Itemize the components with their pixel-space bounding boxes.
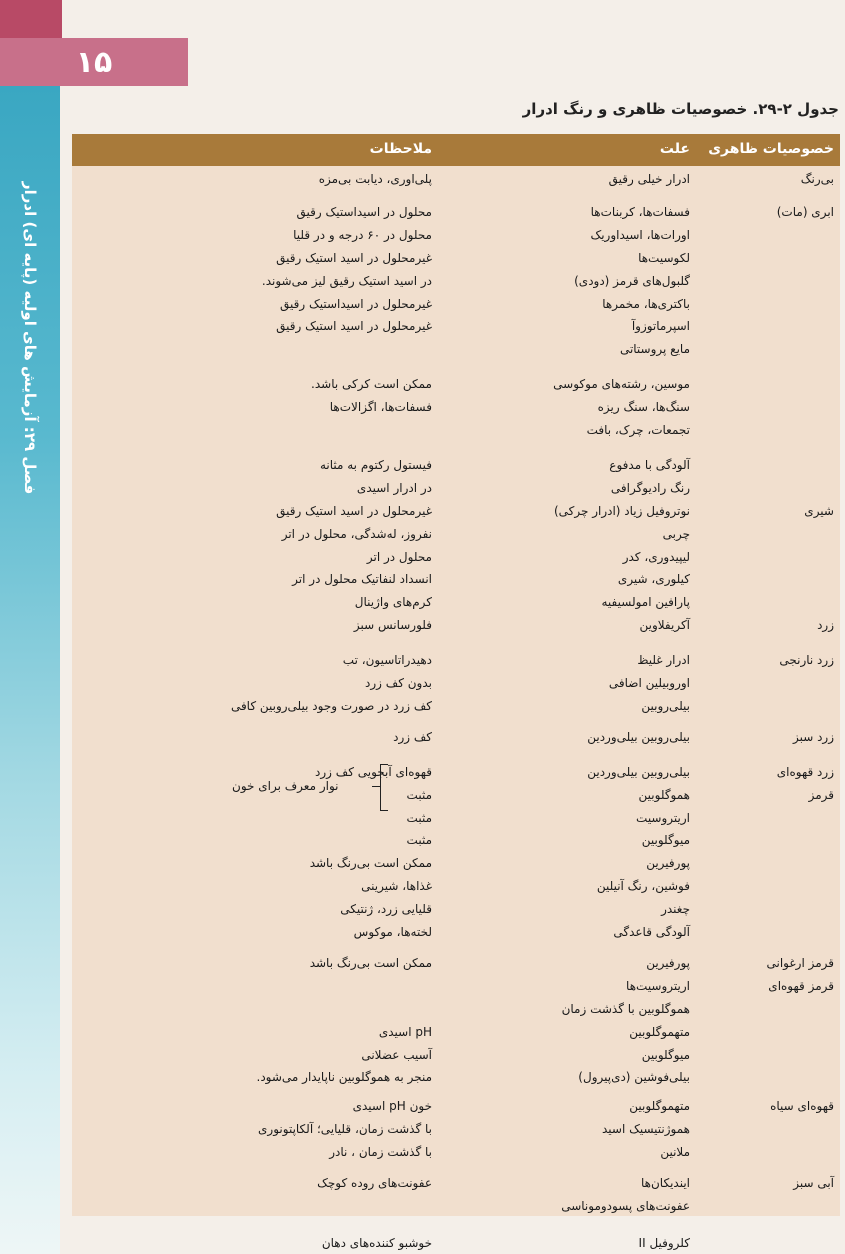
row-notes: لخته‌ها، موکوس (353, 925, 432, 939)
row-cause: لیپیدوری، کدر (622, 549, 690, 564)
bracket-middle (372, 786, 380, 787)
row-notes: قهوه‌ای آبجویی کف زرد (315, 764, 432, 779)
row-notes: منجر به هموگلوبین ناپایدار می‌شود. (256, 1070, 432, 1085)
row-appearance: قرمز قهوه‌ای (768, 978, 834, 993)
row-cause: اسپرماتوزوآ (631, 319, 690, 334)
row-appearance: شیری (804, 503, 834, 518)
row-cause: سنگ‌ها، سنگ ریزه (597, 400, 690, 415)
row-notes: عفونت‌های روده کوچک (317, 1176, 432, 1190)
row-notes: غیرمحلول در اسیداستیک رقیق (279, 296, 432, 311)
row-cause: فوشین، رنگ آنیلین (596, 879, 690, 894)
row-notes: فلورسانس سبز (353, 618, 432, 633)
row-notes: مثبت (406, 787, 432, 802)
row-notes: ممکن است بی‌رنگ باشد (309, 955, 432, 970)
row-notes: محلول در اسیداستیک رقیق (296, 204, 432, 219)
row-cause: موسین، رشته‌های موکوسی (553, 377, 690, 392)
bracket-top (380, 764, 388, 765)
table-header (72, 134, 840, 166)
row-notes: غیرمحلول در اسید استیک رقیق (276, 250, 432, 265)
row-notes: بدون کف زرد (365, 676, 432, 690)
row-notes: مثبت (406, 833, 432, 848)
row-notes: ممکن است بی‌رنگ باشد (309, 856, 432, 871)
row-notes: کف زرد (393, 729, 432, 744)
row-cause: گلبول‌های قرمز (دودی) (574, 273, 690, 288)
row-cause: مایع پروستاتی (619, 342, 690, 357)
row-cause: آلودگی قاعدگی (613, 925, 690, 939)
row-cause: ادرار غلیظ (637, 653, 690, 668)
row-cause: آکریفلاوین (639, 618, 690, 633)
row-notes: با گذشت زمان، قلیایی؛ آلکاپتونوری (258, 1122, 432, 1137)
row-cause: بیلی‌روبین (641, 698, 690, 713)
row-notes: مثبت (406, 810, 432, 825)
row-cause: کلروفیل II (638, 1235, 690, 1250)
row-cause: رنگ رادیوگرافی (610, 480, 690, 495)
row-notes: غذاها، شیرینی (361, 879, 432, 894)
row-notes: در ادرار اسیدی (356, 480, 432, 495)
row-notes: ممکن است کرکی باشد. (311, 377, 432, 392)
row-appearance: بی‌رنگ (800, 172, 834, 186)
row-notes: خوشبو کننده‌های دهان (321, 1235, 432, 1250)
row-appearance: قرمز ارغوانی (766, 955, 834, 970)
row-cause: اریتروسیت‌ها (626, 978, 690, 993)
row-cause: میوگلوبین (641, 833, 690, 848)
row-cause: اورات‌ها، اسیداوریک (590, 227, 690, 242)
row-notes: محلول در ۶۰ درجه و در قلیا (293, 227, 432, 242)
row-cause: میوگلوبین (641, 1047, 690, 1062)
row-cause: فسفات‌ها، کربنات‌ها (590, 204, 690, 219)
row-appearance: زرد نارنجی (779, 653, 834, 668)
row-cause: ادرار خیلی رقیق (608, 172, 690, 186)
row-notes: فسفات‌ها، اگزالات‌ها (329, 400, 432, 415)
row-appearance: زرد (817, 618, 834, 633)
bracket-bottom (380, 810, 388, 811)
row-notes: قلیایی زرد، ژنتیکی (340, 902, 432, 917)
row-notes: محلول در اتر (366, 549, 432, 564)
row-appearance: ابری (مات) (776, 204, 834, 219)
row-notes: دهیدراتاسیون، تب (342, 653, 432, 668)
row-cause: متهموگلوبین (629, 1099, 690, 1114)
row-cause: هموژنتیسیک اسید (601, 1122, 690, 1137)
bracket-note: نوار معرف برای خون (232, 779, 339, 793)
row-notes: با گذشت زمان ، نادر (329, 1145, 432, 1160)
row-notes: نفروز، له‌شدگی، محلول در اتر (281, 526, 432, 541)
row-cause: متهموگلوبین (629, 1024, 690, 1039)
row-appearance: قرمز (808, 787, 834, 802)
header-appearance: خصوصیات ظاهری (708, 141, 834, 157)
top-color-bar (0, 0, 62, 40)
page-number: ۱۵ (0, 38, 188, 86)
chapter-title: فصل ۲۹: آزمایش های اولیه (پایه ای) ادرار (21, 181, 39, 495)
row-notes: خون pH اسیدی (352, 1099, 432, 1114)
row-notes: فیستول رکتوم به مثانه (319, 457, 432, 472)
row-cause: پارافین امولسیفیه (601, 595, 690, 610)
row-cause: بیلی‌فوشین (دی‌پیرول) (578, 1070, 690, 1085)
row-notes: در اسید استیک رقیق لیز می‌شوند. (261, 273, 432, 288)
row-notes: پلی‌اوری، دیابت بی‌مزه (318, 172, 432, 186)
row-notes: کف زرد در صورت وجود بیلی‌روبین کافی (230, 698, 432, 713)
row-cause: هموگلوبین (638, 787, 690, 802)
row-cause: ایندیکان‌ها (640, 1176, 690, 1190)
row-notes: آسیب عضلانی (361, 1047, 432, 1062)
row-notes: غیرمحلول در اسید استیک رقیق (276, 319, 432, 334)
row-cause: لکوسیت‌ها (638, 250, 690, 265)
row-appearance: آبی سبز (793, 1176, 834, 1190)
row-cause: باکتری‌ها، مخمرها (602, 296, 690, 311)
row-cause: پورفیرین (646, 856, 690, 871)
row-cause: اوروبیلین اضافی (608, 676, 690, 690)
row-notes: انسداد لنفاتیک محلول در اتر (292, 572, 432, 587)
row-cause: آلودگی با مدفوع (609, 457, 690, 472)
bracket (380, 764, 381, 810)
header-cause: علت (659, 141, 690, 157)
row-cause: اریتروسیت (636, 810, 690, 825)
row-cause: چربی (662, 526, 690, 541)
row-cause: نوتروفیل زیاد (ادرار چرکی) (553, 503, 690, 518)
row-cause: پورفیرین (646, 955, 690, 970)
row-cause: عفونت‌های پسودوموناسی (561, 1198, 690, 1213)
row-appearance: زرد قهوه‌ای (776, 764, 834, 779)
row-cause: ملانین (660, 1145, 690, 1160)
row-cause: تجمعات، چرک، بافت (586, 423, 690, 437)
row-cause: هموگلوبین با گذشت زمان (561, 1001, 690, 1016)
row-cause: بیلی‌روبین بیلی‌وردین (587, 764, 690, 779)
header-notes: ملاحظات (369, 141, 432, 157)
urine-appearance-table (72, 134, 840, 1250)
row-appearance: قهوه‌ای سیاه (770, 1099, 834, 1114)
row-cause: کیلوری، شیری (617, 572, 690, 587)
table-caption: جدول ۲-۲۹. خصوصیات ظاهری و رنگ ادرار (522, 100, 839, 118)
row-cause: بیلی‌روبین بیلی‌وردین (587, 729, 690, 744)
chapter-sidebar (0, 86, 60, 1254)
row-notes: pH اسیدی (378, 1024, 432, 1039)
row-notes: کرم‌های واژینال (354, 595, 432, 610)
row-notes: غیرمحلول در اسید استیک رقیق (276, 503, 432, 518)
row-cause: چغندر (661, 902, 690, 917)
row-appearance: زرد سبز (792, 729, 834, 744)
